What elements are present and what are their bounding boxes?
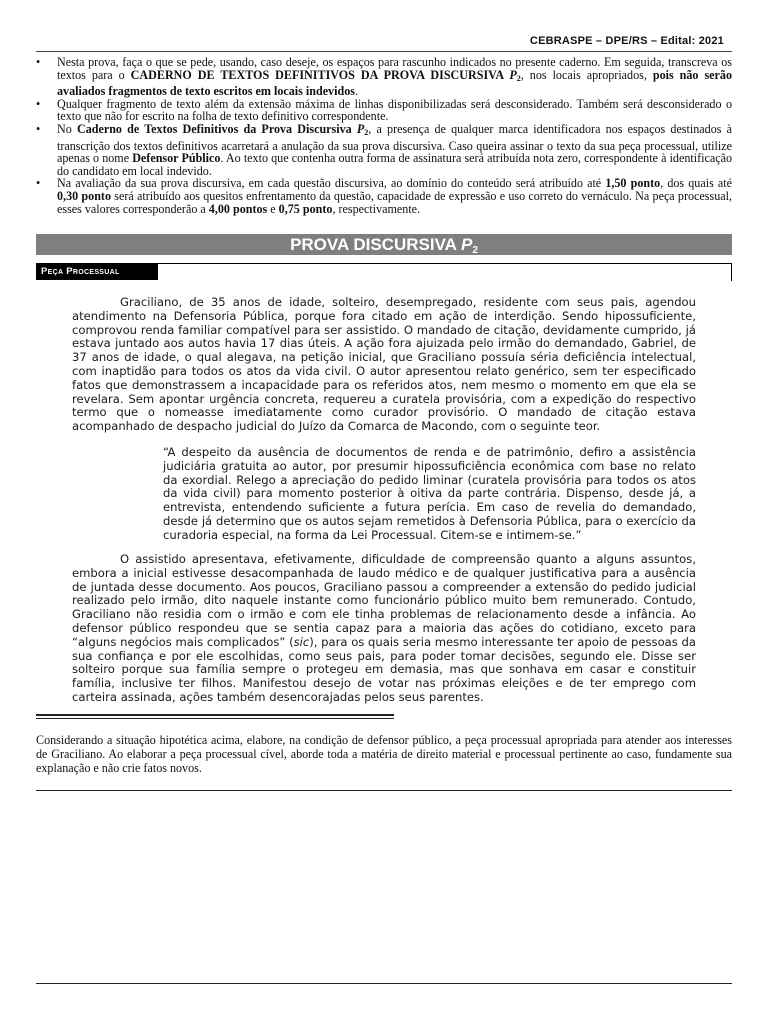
instruction-text: 2 xyxy=(364,127,369,137)
instruction-text: , respectivamente. xyxy=(332,201,421,216)
case-paragraph-1: Graciliano, de 35 anos de idade, solteiro, desempregado, residente com seus pais, agendou atendimento na Defensoria Pública, porque fora citado em ação de interdição. Sendo hipossuficiente, comprovou renda familiar compatível para ser assistido. O mandado de citação, devidamente cumprido, já estava juntado aos autos havia 17 dias úteis. A ação fora ajuizada pelo irmão do demandado, Gabriel, de 37 anos de idade, o qual alegava, na petição inicial, que Graciliano possuía séria deficiência intelectual, com inaptidão para todos os atos da vida civil. O autor apresentou relato genérico, sem ter especificado fatos que demonstrassem a incapacidade para os referidos atos, nem mesmo o momento em que ela se revelara. Sem apontar urgência concreta, requereu a curatela provisória, com a expedição do respectivo termo que o nomeasse imediatamente como curador provisório. O mandado de citação estava acompanhado de despacho judicial do Juízo da Comarca de Macondo, com o seguinte teor. xyxy=(72,295,696,434)
double-divider xyxy=(36,714,394,719)
instruction-text: . Ao texto que contenha outra forma de assinatura será atribuída nota zero, correspondente à identificação do candidato em local indevido. xyxy=(57,151,733,178)
bullet-icon: • xyxy=(36,55,41,69)
instruction-text: 1,50 ponto xyxy=(605,176,661,191)
banner-sub: 2 xyxy=(472,245,478,256)
instruction-text: P xyxy=(356,121,365,136)
instruction-text: , dos quais até xyxy=(660,176,733,191)
instruction-text: , nos locais apropriados, xyxy=(520,67,653,82)
bullet-icon: • xyxy=(36,121,41,136)
header-title: CEBRASPE – DPE/RS – Edital: 2021 xyxy=(529,35,724,47)
section-label: Peça Processual xyxy=(36,263,158,280)
instruction-text: P xyxy=(509,67,517,82)
instruction-text: Defensor Público xyxy=(132,151,221,166)
instruction-text: 2 xyxy=(516,73,521,83)
instruction-text: 4,00 pontos xyxy=(208,201,268,216)
paragraph2-sic: sic xyxy=(293,634,310,649)
instruction-text: , a presença de qualquer marca identificadora nos espaços destinados à transcrição dos textos definitivos acarretará a anulação da sua prova discursiva. Caso queira assinar o texto da sua peça processual, utilize apenas o nome xyxy=(57,121,732,166)
judicial-order-quote: “A despeito da ausência de documentos de renda e de patrimônio, defiro a assistência judiciária gratuita ao autor, por presumir hipossuficiência econômica com base no relato da exordial. Relego a apreciação do pedido liminar (curatela provisória para todos os atos da vida civil) para momento posterior à oitiva da parte contrária. Dispenso, desde já, a entrevista, entendendo suficiente a futura perícia. Em caso de revelia do demandado, desde já determino que os autos sejam remetidos à Defensoria Pública, para o exercício da curadoria especial, na forma da Lei Processual. Citem-se e intimem-se.” xyxy=(163,445,696,542)
paragraph2-after: ), para os quais seria mesmo interessante ter apoio de pessoas da sua confiança e por ele escolhidas, como seus pais, para poder tomar decisões, segundo ele. Disse ser solteiro porque sua família sempre o protegeu em demasia, mas que sonhava em casar e constituir família, inclusive ter filhos. Manifestou desejo de votar nas próximas eleições e de ter emprego com carteira assinada, ações também desencorajadas pelos seus parentes. xyxy=(72,634,696,704)
banner-text: PROVA DISCURSIVA xyxy=(290,235,462,254)
instruction-item xyxy=(36,56,732,98)
instruction-text: Caderno de Textos Definitivos da Prova Discursiva xyxy=(76,121,357,136)
instruction-text: e xyxy=(267,201,279,216)
instruction-item xyxy=(36,177,732,215)
task-statement: Considerando a situação hipotética acima, elabore, na condição de defensor público, a peça processual apropriada para atender aos interesses de Graciliano. Ao elaborar a peça processual cível, aborde toda a matéria de direito material e processual pertinente ao caso, fundamente sua explanação e não crie fatos novos. xyxy=(36,733,732,776)
section-right-rule xyxy=(731,263,732,281)
instruction-text: pois não serão avaliados fragmentos de texto escritos em locais indevidos xyxy=(57,67,732,99)
instruction-text: 0,30 ponto xyxy=(57,188,111,203)
instruction-text: . xyxy=(354,84,358,99)
instruction-item xyxy=(36,123,732,177)
paragraph2-before: O assistido apresentava, efetivamente, dificuldade de compreensão quanto a alguns assuntos, embora a inicial estivesse desacompanhada de laudo médico e de qualquer justificativa para a ausência de juntada desse documento. Aos poucos, Graciliano passou a compreender a extensão do pedido judicial realizado pelo irmão, dito naquele instante como funcionário público muito bem remunerado. Contudo, Graciliano não residia com o irmão e com ele tinha problemas de relacionamento desde a infância. Ao defensor público respondeu que se sentia capaz para a maioria das ações do cotidiano, exceto para “alguns negócios mais complicados” ( xyxy=(72,552,696,649)
instruction-text: Qualquer fragmento de texto além da extensão máxima de linhas disponibilizadas será desconsiderado. Também será desconsiderado o texto que não for escrito na folha de texto definitivo correspondente. xyxy=(57,96,732,124)
bullet-icon: • xyxy=(36,176,41,191)
case-paragraph-2 xyxy=(72,553,696,705)
task-bottom-rule xyxy=(36,790,732,791)
instruction-text: 0,75 ponto xyxy=(278,201,333,216)
instruction-text: No xyxy=(57,121,77,136)
prova-discursiva-banner xyxy=(36,234,732,255)
instruction-text: Nesta prova, faça o que se pede, usando, caso deseje, os espaços para rascunho indicados no presente caderno. Em seguida, transcreva os textos para o xyxy=(57,55,732,82)
instruction-text: CADERNO DE TEXTOS DEFINITIVOS DA PROVA DISCURSIVA xyxy=(130,67,510,82)
banner-var: P xyxy=(461,235,473,254)
section-header xyxy=(36,263,732,281)
bullet-icon: • xyxy=(36,96,41,111)
instruction-text: será atribuído aos quesitos enfrentamento da questão, capacidade de expressão e uso correto do vernáculo. Na peça processual, esses valores corresponderão a xyxy=(57,188,732,216)
page-bottom-rule xyxy=(36,983,732,984)
instruction-item xyxy=(36,98,732,123)
section-top-rule xyxy=(158,263,732,264)
instruction-text: Na avaliação da sua prova discursiva, em cada questão discursiva, ao domínio do conteúdo será atribuído até xyxy=(57,176,606,191)
instructions-list xyxy=(36,56,732,215)
page-header xyxy=(36,35,732,52)
